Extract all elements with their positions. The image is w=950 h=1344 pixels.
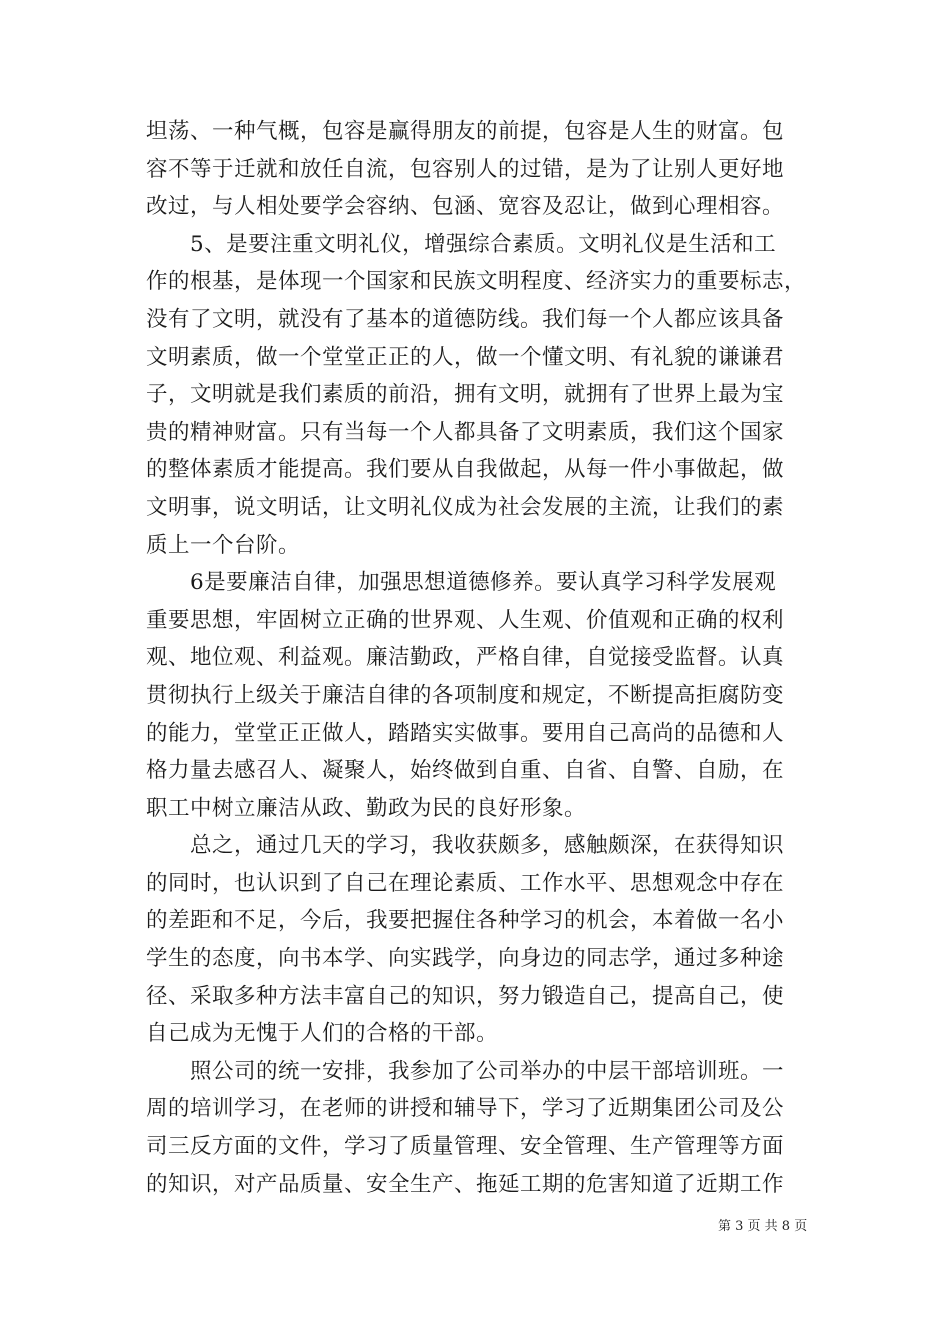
text-line: 坦荡、一种气概，包容是赢得朋友的前提，包容是人生的财富。包: [146, 119, 785, 144]
text-line: 径、采取多种方法丰富自己的知识，努力锻造自己，提高自己，使: [146, 983, 785, 1009]
text-line: 子，文明就是我们素质的前沿，拥有文明，就拥有了世界上最为宝: [146, 382, 785, 408]
text-line: 的能力，堂堂正正做人，踏踏实实做事。要用自己高尚的品德和人: [146, 720, 785, 746]
text-line: 司三反方面的文件，学习了质量管理、安全管理、生产管理等方面: [146, 1134, 785, 1160]
text-line: 贯彻执行上级关于廉洁自律的各项制度和规定，不断提高拒腐防变: [146, 682, 785, 708]
text-line: 6是要廉洁自律，加强思想道德修养。要认真学习科学发展观: [190, 570, 777, 596]
text-line: 重要思想，牢固树立正确的世界观、人生观、价值观和正确的权利: [146, 607, 785, 633]
text-line: 的整体素质才能提高。我们要从自我做起，从每一件小事做起，做: [146, 457, 785, 483]
text-line: 观、地位观、利益观。廉洁勤政，严格自律，自觉接受监督。认真: [146, 645, 785, 671]
text-line: 5、是要注重文明礼仪，增强综合素质。文明礼仪是生活和工: [190, 231, 777, 257]
text-line: 的同时，也认识到了自己在理论素质、工作水平、思想观念中存在: [146, 870, 785, 896]
text-line: 改过，与人相处要学会容纳、包涵、宽容及忍让，做到心理相容。: [146, 194, 785, 220]
text-line: 格力量去感召人、凝聚人，始终做到自重、自省、自警、自励，在: [146, 758, 785, 784]
text-line: 容不等于迁就和放任自流，包容别人的过错，是为了让别人更好地: [146, 156, 785, 182]
text-line: 质上一个台阶。: [146, 532, 301, 558]
text-line: 周的培训学习，在老师的讲授和辅导下，学习了近期集团公司及公: [146, 1096, 785, 1122]
text-line: 贵的精神财富。只有当每一个人都具备了文明素质，我们这个国家: [146, 419, 785, 445]
document-body: [146, 113, 814, 1203]
text-line: 作的根基，是体现一个国家和民族文明程度、经济实力的重要标志，: [146, 269, 807, 295]
text-line: 总之，通过几天的学习，我收获颇多，感触颇深，在获得知识: [190, 833, 785, 859]
text-line: 的知识，对产品质量、安全生产、拖延工期的危害知道了近期工作: [146, 1171, 785, 1197]
text-line: 自己成为无愧于人们的合格的干部。: [146, 1021, 499, 1047]
text-line: 没有了文明，就没有了基本的道德防线。我们每一个人都应该具备: [146, 306, 785, 332]
text-line: 的差距和不足，今后，我要把握住各种学习的机会，本着做一名小: [146, 908, 785, 934]
text-line: 照公司的统一安排，我参加了公司举办的中层干部培训班。一: [190, 1058, 785, 1084]
text-line: 学生的态度，向书本学、向实践学，向身边的同志学，通过多种途: [146, 946, 785, 972]
text-line: 文明素质，做一个堂堂正正的人，做一个懂文明、有礼貌的谦谦君: [146, 344, 785, 370]
text-line: 文明事，说文明话，让文明礼仪成为社会发展的主流，让我们的素: [146, 494, 785, 520]
text-line: 职工中树立廉洁从政、勤政为民的良好形象。: [146, 795, 587, 821]
page-number: 第 3 页 共 8 页: [718, 1219, 808, 1234]
